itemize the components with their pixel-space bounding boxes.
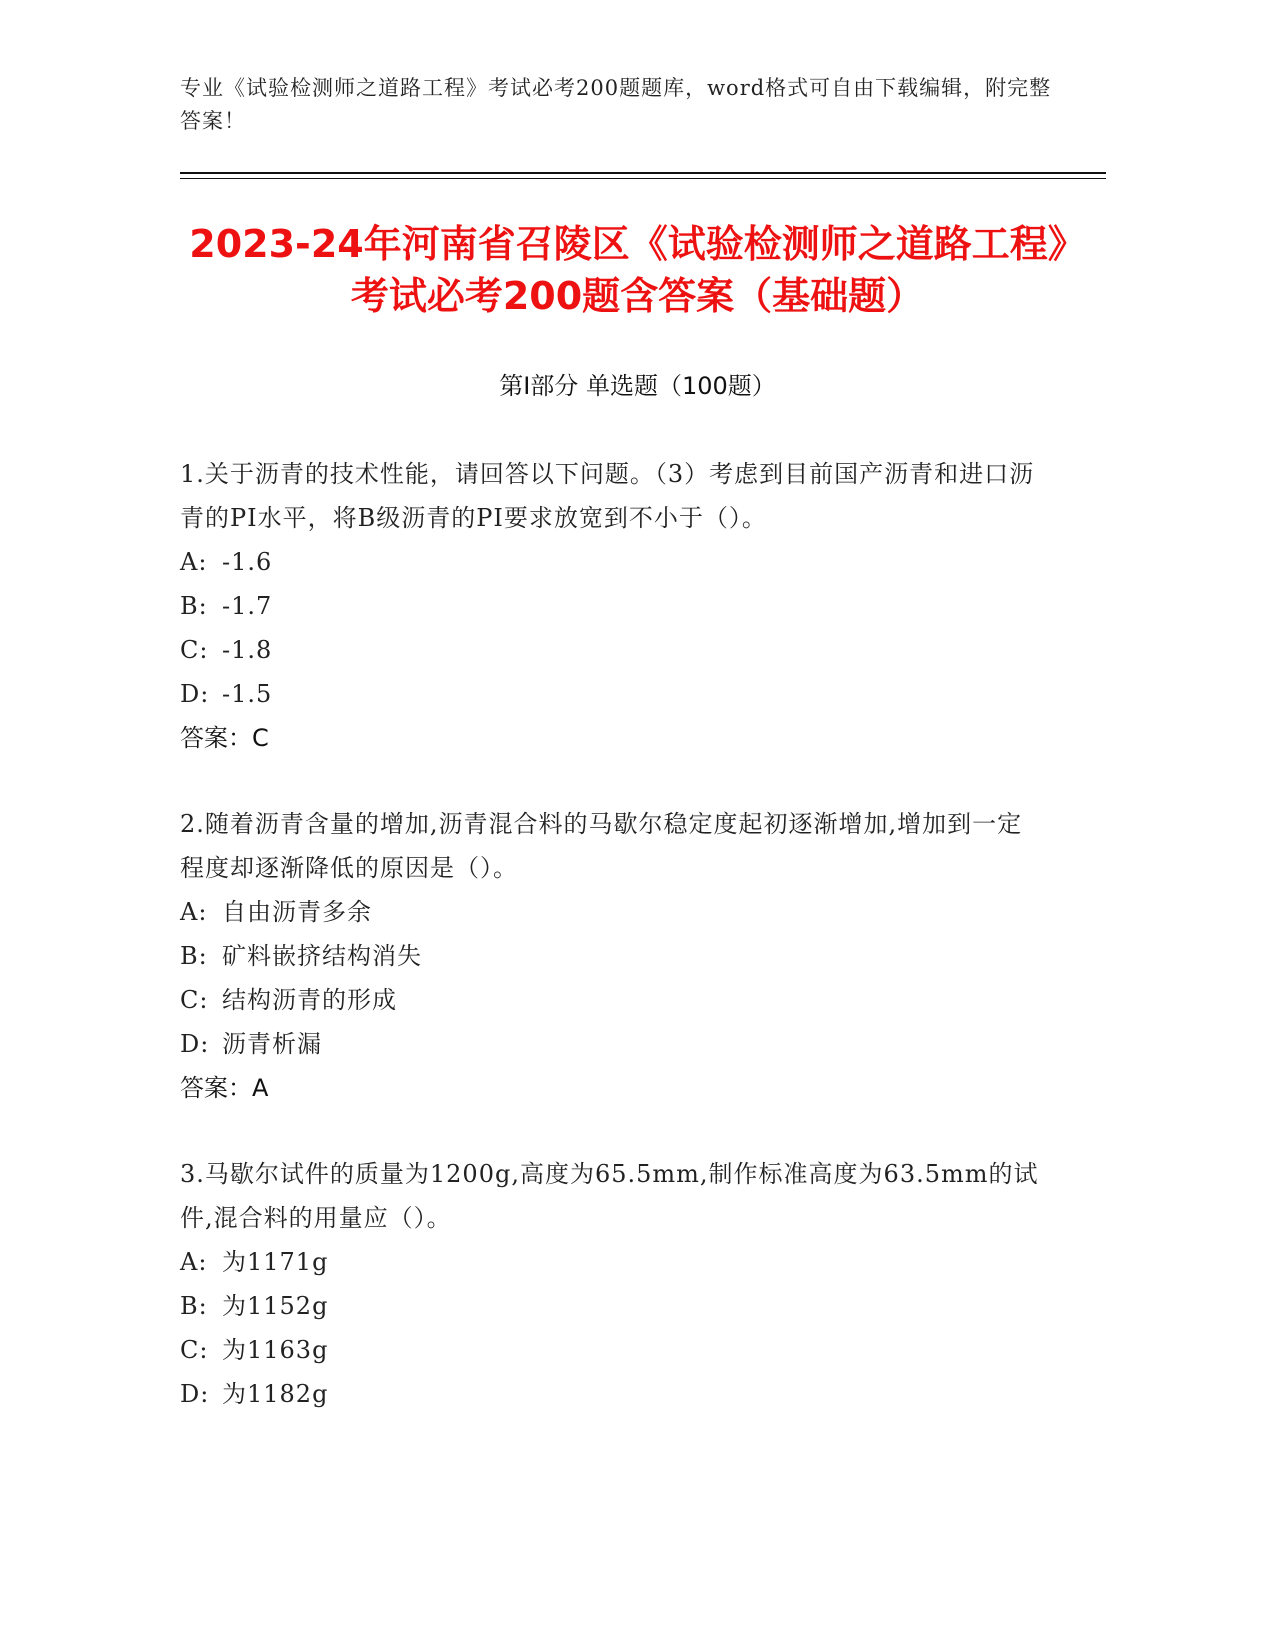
option-d (180, 672, 1040, 716)
option-text: 沥青析漏 (222, 1030, 322, 1058)
option-c (180, 628, 1040, 672)
option-text: 为1163g (222, 1336, 329, 1364)
option-text: -1.8 (222, 636, 273, 664)
header-divider-thick (180, 172, 1106, 174)
question-3 (180, 1152, 1040, 1416)
option-b (180, 1284, 1040, 1328)
option-key: B: (180, 1292, 208, 1320)
option-text: -1.5 (222, 680, 273, 708)
header-divider-thin (180, 178, 1106, 179)
option-a (180, 1240, 1040, 1284)
option-key: A: (180, 898, 208, 926)
option-d (180, 1372, 1040, 1416)
option-c (180, 1328, 1040, 1372)
question-stem: 1.关于沥青的技术性能，请回答以下问题。（3）考虑到目前国产沥青和进口沥青的PI水平，将B级沥青的PI要求放宽到不小于（）。 (180, 460, 1035, 532)
option-text: 结构沥青的形成 (222, 986, 397, 1014)
header-note: 专业《试验检测师之道路工程》考试必考200题题库，word格式可自由下载编辑，附完整答案！ (180, 76, 1052, 133)
option-key: A: (180, 1248, 208, 1276)
option-text: -1.7 (222, 592, 273, 620)
option-key: D: (180, 680, 210, 708)
option-text: 矿料嵌挤结构消失 (222, 942, 422, 970)
question-1 (180, 452, 1040, 760)
answer-line: 答案：C (180, 724, 269, 752)
option-text: 为1152g (222, 1292, 329, 1320)
option-text: 为1182g (222, 1380, 329, 1408)
option-key: D: (180, 1380, 210, 1408)
section-title: 第I部分 单选题（100题） (499, 372, 776, 400)
option-key: C: (180, 986, 209, 1014)
question-stem: 3.马歇尔试件的质量为1200g,高度为65.5mm,制作标准高度为63.5mm的试件,混合料的用量应（）。 (180, 1160, 1039, 1232)
document-title: 2023-24年河南省召陵区《试验检测师之道路工程》考试必考200题含答案（基础题） (189, 222, 1086, 318)
option-key: C: (180, 1336, 209, 1364)
option-text: -1.6 (222, 548, 273, 576)
question-stem: 2.随着沥青含量的增加,沥青混合料的马歇尔稳定度起初逐渐增加,增加到一定程度却逐渐降低的原因是（）。 (180, 810, 1023, 882)
question-list (180, 452, 1040, 1458)
option-b (180, 584, 1040, 628)
answer-line: 答案：A (180, 1074, 269, 1102)
option-key: A: (180, 548, 208, 576)
option-a (180, 890, 1040, 934)
option-key: D: (180, 1030, 210, 1058)
option-b (180, 934, 1040, 978)
question-2 (180, 802, 1040, 1110)
option-text: 自由沥青多余 (222, 898, 372, 926)
option-key: C: (180, 636, 209, 664)
option-text: 为1171g (222, 1248, 329, 1276)
option-a (180, 540, 1040, 584)
option-d (180, 1022, 1040, 1066)
option-c (180, 978, 1040, 1022)
option-key: B: (180, 942, 208, 970)
option-key: B: (180, 592, 208, 620)
